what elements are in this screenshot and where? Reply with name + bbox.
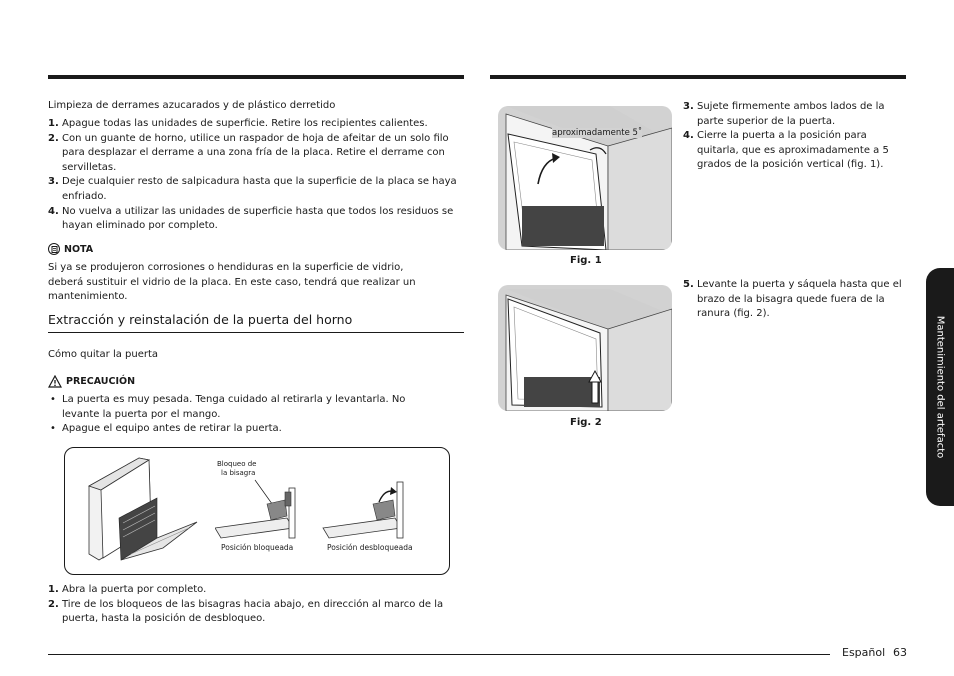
list-item: 2. Tire de los bloqueos de las bisagras hacia abajo, en dirección al marco de la puerta, hasta la posición de desbloqueo. [48,598,444,625]
note-text: Si ya se produjeron corrosiones o hendiduras en la superficie de vidrio, deberá sustituir el vidrio de la placa. En este caso, tendrá que realizar un mantenimiento. [48,262,416,303]
figure-1 [498,106,672,250]
figure-2 [498,285,672,411]
fig1-caption: Fig. 1 [570,255,602,266]
page-number: 63 [893,646,907,659]
steps-a [683,100,905,173]
list-item: 1. Abra la puerta por completo. [48,584,207,595]
subheading: Cómo quitar la puerta [48,349,159,360]
caution-bullets [48,393,408,437]
section1-heading: Limpieza de derrames azucarados y de plástico derretido [48,100,336,111]
list-item: 2. Con un guante de horno, utilice un raspador de hoja de afeitar de un solo filo para desplazar el derrame a una zona fría de la placa. Retire el derrame con servilletas. [48,132,449,173]
top-rule-left [48,75,464,79]
footer-language: Español [842,646,886,659]
caution-header [48,375,135,388]
list-item: • Apague el equipo antes de retirar la puerta. [50,423,282,435]
list-item: 3. Deje cualquier resto de salpicadura hasta que la superficie de la placa se haya enfriado. [48,176,457,202]
section2-rule [48,332,464,333]
section2-steps [48,583,460,627]
list-item: • La puerta es muy pesada. Tenga cuidado al retirarla y levantarla. No levante la puerta por el mango. [50,394,406,420]
section2-heading: Extracción y reinstalación de la puerta del horno [48,312,353,327]
hinge-unlocked-illustration [321,478,417,548]
caution-label: PRECAUCIÓN [66,376,136,387]
list-item: 1. Apague todas las unidades de superficie. Retire los recipientes calientes. [48,118,428,129]
oven-door-lift-illustration [498,285,672,411]
locked-label: Posición bloqueada [221,543,294,552]
warning-icon [48,375,62,388]
note-label: NOTA [64,243,94,255]
steps-b [683,278,905,322]
note-icon [48,243,60,255]
fig2-caption: Fig. 2 [570,417,602,428]
chapter-tab[interactable] [926,268,954,506]
unlocked-label: Posición desbloqueada [327,543,413,552]
range-illustration [71,448,211,572]
chapter-tab-label: Mantenimiento del artefacto [934,315,946,459]
note-header [48,243,93,255]
list-item: 4. Cierre la puerta a la posición para quitarla, que es aproximadamente a 5 grados de la posición vertical (fig. 1). [683,130,889,171]
list-item: 3. Sujete firmemente ambos lados de la parte superior de la puerta. [683,101,885,127]
list-item: 5. Levante la puerta y sáquela hasta que el brazo de la bisagra quede fuera de la ranura (fig. 2). [683,279,902,320]
hinge-figure [64,447,450,575]
section1-steps [48,117,466,234]
top-rule-right [490,75,906,79]
fig1-angle-label: aproximadamente 5˚ [552,128,643,138]
hinge-locked-illustration [215,478,307,548]
list-item: 4. No vuelva a utilizar las unidades de superficie hasta que todos los residuos se hayan eliminado por completo. [48,205,454,232]
footer-rule [48,654,830,655]
hinge-label: Bloqueo de la bisagra [217,460,257,477]
